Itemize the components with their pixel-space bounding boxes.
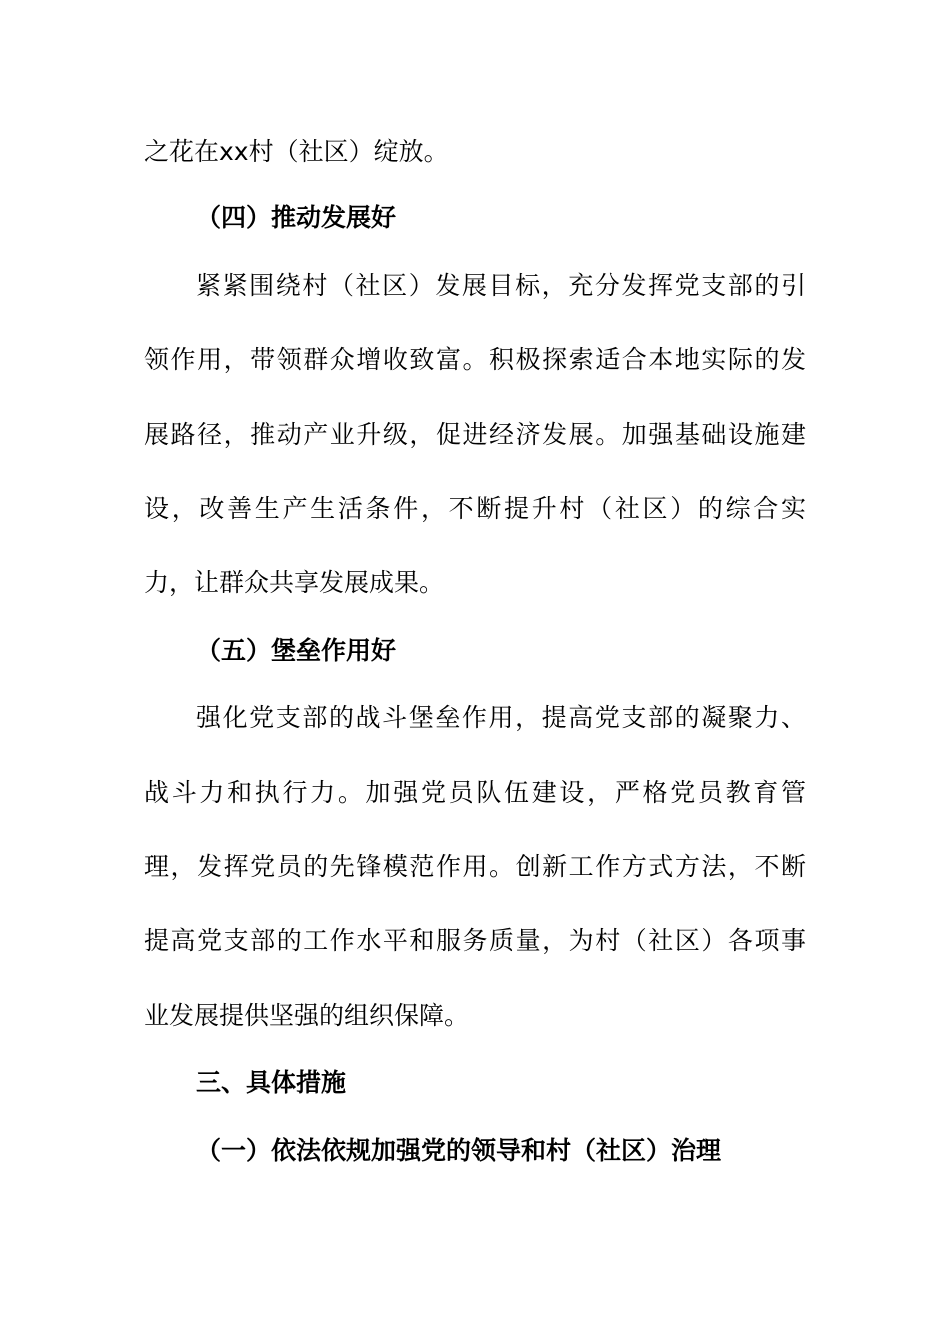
paragraph-line: 设，改善生产生活条件，不断提升村（社区）的综合实 bbox=[144, 494, 806, 523]
paragraph-line: 展路径，推动产业升级，促进经济发展。加强基础设施建 bbox=[144, 420, 806, 449]
paragraph-line: 力，让群众共享发展成果。 bbox=[144, 568, 445, 597]
paragraph-line: 战斗力和执行力。加强党员队伍建设，严格党员教育管 bbox=[144, 778, 806, 807]
paragraph-line: 领作用，带领群众增收致富。积极探索适合本地实际的发 bbox=[144, 345, 806, 374]
chapter-heading: 三、具体措施 bbox=[196, 1068, 347, 1097]
section-heading: （五）堡垒作用好 bbox=[196, 636, 397, 665]
paragraph-line: 紧紧围绕村（社区）发展目标，充分发挥党支部的引 bbox=[196, 271, 806, 300]
section-heading: （四）推动发展好 bbox=[196, 203, 397, 232]
paragraph-line: 强化党支部的战斗堡垒作用，提高党支部的凝聚力、 bbox=[196, 703, 806, 732]
paragraph-line: 提高党支部的工作水平和服务质量，为村（社区）各项事 bbox=[144, 926, 806, 955]
section-heading: （一）依法依规加强党的领导和村（社区）治理 bbox=[196, 1136, 722, 1165]
paragraph-line: 理，发挥党员的先锋模范作用。创新工作方式方法，不断 bbox=[144, 852, 806, 881]
paragraph-line: 业发展提供坚强的组织保障。 bbox=[144, 1001, 470, 1030]
paragraph-line: 之花在xx村（社区）绽放。 bbox=[144, 137, 449, 166]
